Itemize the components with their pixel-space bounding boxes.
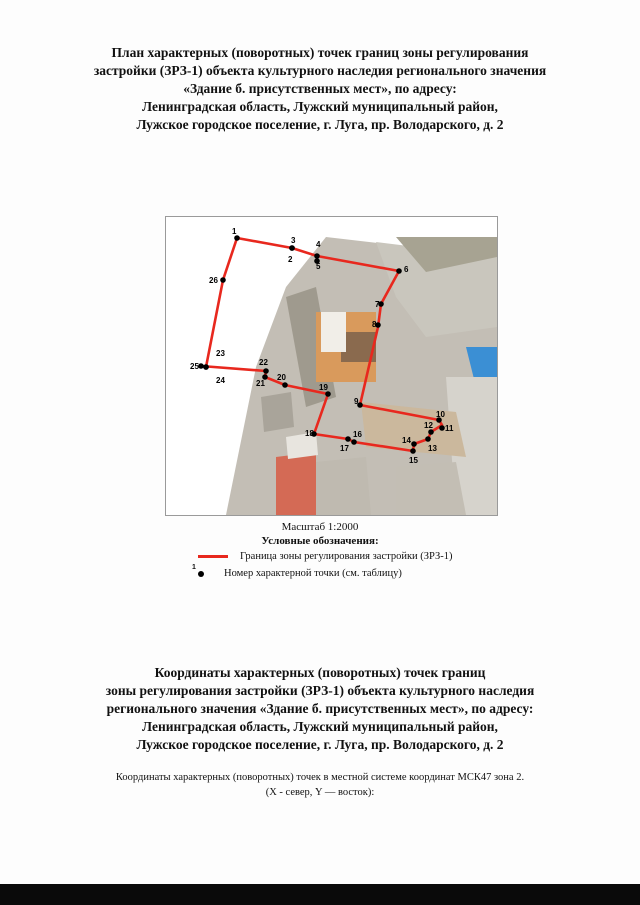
boundary-point-label-15: 15 bbox=[409, 456, 418, 465]
boundary-point-label-22: 22 bbox=[259, 358, 268, 367]
boundary-point-label-2: 2 bbox=[288, 255, 293, 264]
boundary-point-label-21: 21 bbox=[256, 379, 265, 388]
boundary-point-label-19: 19 bbox=[319, 383, 328, 392]
boundary-point-label-5: 5 bbox=[316, 262, 321, 271]
boundary-point-label-17: 17 bbox=[340, 444, 349, 453]
boundary-point-label-11: 11 bbox=[445, 424, 454, 433]
boundary-point-25 bbox=[198, 363, 204, 369]
boundary-point-22 bbox=[263, 368, 269, 374]
plan-title-line-4: Ленинградская область, Лужский муниципальный район, bbox=[142, 99, 498, 114]
boundary-point-label-7: 7 bbox=[375, 300, 380, 309]
boundary-point-3 bbox=[289, 245, 295, 251]
boundary-point-1 bbox=[234, 235, 240, 241]
coordinates-title-line-3: регионального значения «Здание б. присутственных мест», по адресу: bbox=[106, 701, 534, 716]
coordinates-title-line-1: Координаты характерных (поворотных) точек границ bbox=[154, 665, 486, 680]
aerial-red-roof bbox=[276, 452, 316, 515]
boundary-point-17 bbox=[345, 436, 351, 442]
map-canvas bbox=[166, 217, 497, 515]
legend-point-number: 1 bbox=[192, 563, 196, 571]
legend-point-label: Номер характерной точки (см. таблицу) bbox=[224, 568, 402, 579]
boundary-point-11 bbox=[439, 425, 445, 431]
boundary-point-14 bbox=[411, 441, 417, 447]
map-scale: Масштаб 1:2000 bbox=[281, 521, 359, 533]
plan-title-line-2: застройки (ЗРЗ-1) объекта культурного наследия регионального значения bbox=[93, 63, 547, 78]
boundary-point-4 bbox=[314, 253, 320, 259]
boundary-point-label-6: 6 bbox=[404, 265, 409, 274]
coordinates-title-line-5: Лужское городское поселение, г. Луга, пр. Володарского, д. 2 bbox=[136, 737, 504, 752]
boundary-point-label-24: 24 bbox=[216, 376, 225, 385]
aerial-block-south bbox=[316, 457, 371, 515]
boundary-point-label-26: 26 bbox=[209, 276, 218, 285]
boundary-point-24 bbox=[203, 364, 209, 370]
coordinates-title bbox=[40, 664, 600, 754]
boundary-point-label-10: 10 bbox=[436, 410, 445, 419]
aerial-block-west bbox=[261, 392, 294, 432]
boundary-point-12 bbox=[428, 429, 434, 435]
boundary-point-20 bbox=[282, 382, 288, 388]
aerial-block-southeast bbox=[396, 462, 466, 515]
boundary-point-label-1: 1 bbox=[232, 227, 237, 236]
boundary-point-label-18: 18 bbox=[305, 429, 314, 438]
boundary-point-label-9: 9 bbox=[354, 397, 359, 406]
map-plan bbox=[165, 216, 498, 516]
boundary-point-6 bbox=[396, 268, 402, 274]
boundary-point-19 bbox=[325, 391, 331, 397]
boundary-point-13 bbox=[425, 436, 431, 442]
boundary-point-label-25: 25 bbox=[190, 362, 199, 371]
legend-red-line-icon bbox=[198, 555, 228, 558]
coordinates-note-line-1: Координаты характерных (поворотных) точек в местной системе координат МСК47 зона 2. bbox=[115, 772, 525, 783]
boundary-point-label-4: 4 bbox=[316, 240, 321, 249]
boundary-point-label-16: 16 bbox=[353, 430, 362, 439]
boundary-point-label-3: 3 bbox=[291, 236, 296, 245]
plan-title-line-5: Лужское городское поселение, г. Луга, пр. Володарского, д. 2 bbox=[136, 117, 504, 132]
boundary-point-16 bbox=[351, 439, 357, 445]
legend-point-row bbox=[192, 563, 402, 579]
legend-boundary-row bbox=[198, 551, 453, 562]
boundary-point-label-23: 23 bbox=[216, 349, 225, 358]
boundary-point-26 bbox=[220, 277, 226, 283]
plan-title-line-3: «Здание б. присутственных мест», по адресу: bbox=[183, 81, 457, 96]
aerial-white-roof bbox=[321, 312, 346, 352]
boundary-point-label-14: 14 bbox=[402, 436, 411, 445]
boundary-point-label-8: 8 bbox=[372, 320, 377, 329]
legend-title: Условные обозначения: bbox=[261, 535, 379, 547]
coordinates-title-line-4: Ленинградская область, Лужский муниципальный район, bbox=[142, 719, 498, 734]
plan-title bbox=[40, 44, 600, 134]
coordinates-note-line-2: (X - север, Y — восток): bbox=[265, 787, 375, 798]
boundary-point-label-12: 12 bbox=[424, 421, 433, 430]
plan-title-line-1: План характерных (поворотных) точек границ зоны регулирования bbox=[111, 45, 529, 60]
boundary-point-15 bbox=[410, 448, 416, 454]
legend-point-icon bbox=[192, 563, 204, 577]
legend-boundary-label: Граница зоны регулирования застройки (ЗРЗ-1) bbox=[240, 551, 453, 562]
coordinates-title-line-2: зоны регулирования застройки (ЗРЗ-1) объекта культурного наследия bbox=[105, 683, 535, 698]
boundary-point-label-20: 20 bbox=[277, 373, 286, 382]
boundary-point-label-13: 13 bbox=[428, 444, 437, 453]
scan-bottom-edge bbox=[0, 884, 640, 905]
